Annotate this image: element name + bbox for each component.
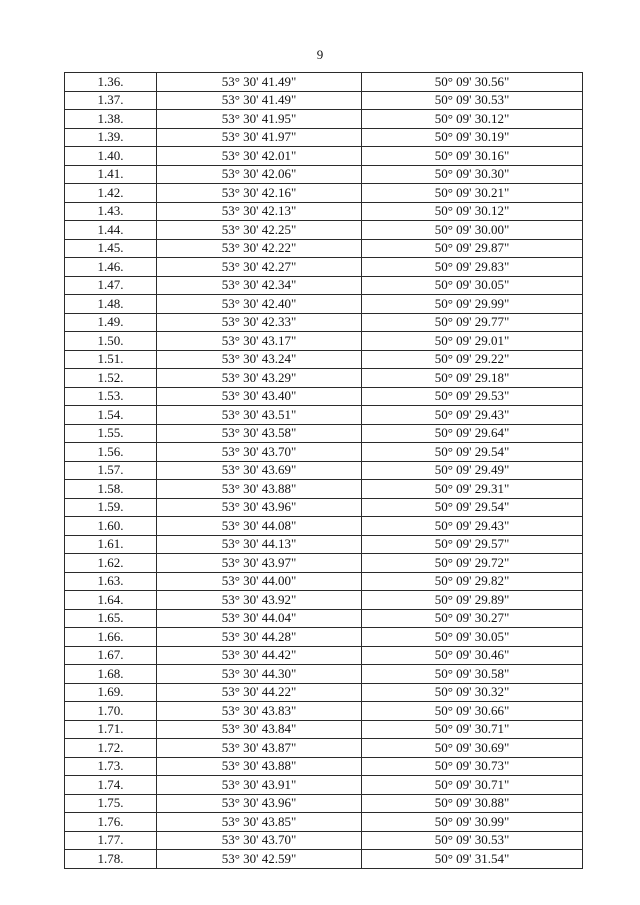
point-number-cell: 1.42. xyxy=(65,184,157,203)
table-row xyxy=(65,258,583,277)
longitude-cell: 50° 09' 30.56" xyxy=(362,73,583,92)
latitude-cell: 53° 30' 43.96" xyxy=(157,794,362,813)
longitude-cell: 50° 09' 30.66" xyxy=(362,702,583,721)
table-row xyxy=(65,794,583,813)
longitude-cell: 50° 09' 29.54" xyxy=(362,443,583,462)
point-number-cell: 1.43. xyxy=(65,202,157,221)
table-row xyxy=(65,443,583,462)
table-row xyxy=(65,350,583,369)
table-row xyxy=(65,591,583,610)
latitude-cell: 53° 30' 42.22" xyxy=(157,239,362,258)
longitude-cell: 50° 09' 29.89" xyxy=(362,591,583,610)
page-number: 9 xyxy=(316,47,324,62)
latitude-cell: 53° 30' 44.42" xyxy=(157,646,362,665)
longitude-cell: 50° 09' 29.72" xyxy=(362,554,583,573)
latitude-cell: 53° 30' 42.25" xyxy=(157,221,362,240)
point-number-cell: 1.63. xyxy=(65,572,157,591)
longitude-cell: 50° 09' 30.58" xyxy=(362,665,583,684)
table-row xyxy=(65,480,583,499)
point-number-cell: 1.67. xyxy=(65,646,157,665)
latitude-cell: 53° 30' 43.51" xyxy=(157,406,362,425)
latitude-cell: 53° 30' 42.59" xyxy=(157,850,362,869)
longitude-cell: 50° 09' 29.18" xyxy=(362,369,583,388)
longitude-cell: 50° 09' 30.71" xyxy=(362,720,583,739)
latitude-cell: 53° 30' 44.13" xyxy=(157,535,362,554)
point-number-cell: 1.59. xyxy=(65,498,157,517)
longitude-cell: 50° 09' 30.05" xyxy=(362,276,583,295)
point-number-cell: 1.57. xyxy=(65,461,157,480)
latitude-cell: 53° 30' 44.00" xyxy=(157,572,362,591)
latitude-cell: 53° 30' 42.27" xyxy=(157,258,362,277)
longitude-cell: 50° 09' 30.53" xyxy=(362,831,583,850)
point-number-cell: 1.64. xyxy=(65,591,157,610)
longitude-cell: 50° 09' 30.21" xyxy=(362,184,583,203)
longitude-cell: 50° 09' 30.27" xyxy=(362,609,583,628)
table-row xyxy=(65,850,583,869)
latitude-cell: 53° 30' 41.49" xyxy=(157,73,362,92)
point-number-cell: 1.76. xyxy=(65,813,157,832)
point-number-cell: 1.69. xyxy=(65,683,157,702)
point-number-cell: 1.36. xyxy=(65,73,157,92)
longitude-cell: 50° 09' 29.01" xyxy=(362,332,583,351)
latitude-cell: 53° 30' 43.84" xyxy=(157,720,362,739)
table-row xyxy=(65,572,583,591)
table-row xyxy=(65,239,583,258)
point-number-cell: 1.48. xyxy=(65,295,157,314)
longitude-cell: 50° 09' 30.16" xyxy=(362,147,583,166)
table-row xyxy=(65,776,583,795)
longitude-cell: 50° 09' 30.71" xyxy=(362,776,583,795)
table-row xyxy=(65,424,583,443)
table-row xyxy=(65,683,583,702)
point-number-cell: 1.49. xyxy=(65,313,157,332)
table-row xyxy=(65,202,583,221)
point-number-cell: 1.75. xyxy=(65,794,157,813)
point-number-cell: 1.68. xyxy=(65,665,157,684)
coordinates-table xyxy=(64,72,583,869)
table-row xyxy=(65,628,583,647)
longitude-cell: 50° 09' 29.49" xyxy=(362,461,583,480)
longitude-cell: 50° 09' 29.31" xyxy=(362,480,583,499)
longitude-cell: 50° 09' 30.30" xyxy=(362,165,583,184)
latitude-cell: 53° 30' 44.04" xyxy=(157,609,362,628)
latitude-cell: 53° 30' 43.83" xyxy=(157,702,362,721)
longitude-cell: 50° 09' 29.83" xyxy=(362,258,583,277)
latitude-cell: 53° 30' 44.22" xyxy=(157,683,362,702)
longitude-cell: 50° 09' 31.54" xyxy=(362,850,583,869)
point-number-cell: 1.40. xyxy=(65,147,157,166)
longitude-cell: 50° 09' 30.12" xyxy=(362,202,583,221)
point-number-cell: 1.54. xyxy=(65,406,157,425)
longitude-cell: 50° 09' 30.88" xyxy=(362,794,583,813)
point-number-cell: 1.77. xyxy=(65,831,157,850)
table-row xyxy=(65,702,583,721)
point-number-cell: 1.60. xyxy=(65,517,157,536)
latitude-cell: 53° 30' 41.97" xyxy=(157,128,362,147)
point-number-cell: 1.56. xyxy=(65,443,157,462)
latitude-cell: 53° 30' 43.70" xyxy=(157,831,362,850)
table-row xyxy=(65,147,583,166)
latitude-cell: 53° 30' 43.69" xyxy=(157,461,362,480)
table-row xyxy=(65,406,583,425)
table-row xyxy=(65,665,583,684)
longitude-cell: 50° 09' 30.32" xyxy=(362,683,583,702)
point-number-cell: 1.52. xyxy=(65,369,157,388)
latitude-cell: 53° 30' 42.06" xyxy=(157,165,362,184)
table-row xyxy=(65,813,583,832)
longitude-cell: 50° 09' 30.12" xyxy=(362,110,583,129)
longitude-cell: 50° 09' 29.43" xyxy=(362,406,583,425)
latitude-cell: 53° 30' 43.24" xyxy=(157,350,362,369)
table-row xyxy=(65,313,583,332)
longitude-cell: 50° 09' 29.57" xyxy=(362,535,583,554)
table-row xyxy=(65,332,583,351)
latitude-cell: 53° 30' 43.58" xyxy=(157,424,362,443)
latitude-cell: 53° 30' 43.96" xyxy=(157,498,362,517)
longitude-cell: 50° 09' 29.99" xyxy=(362,295,583,314)
table-row xyxy=(65,128,583,147)
table-row xyxy=(65,554,583,573)
longitude-cell: 50° 09' 30.99" xyxy=(362,813,583,832)
longitude-cell: 50° 09' 29.82" xyxy=(362,572,583,591)
table-row xyxy=(65,831,583,850)
longitude-cell: 50° 09' 30.05" xyxy=(362,628,583,647)
table-row xyxy=(65,461,583,480)
table-row xyxy=(65,720,583,739)
latitude-cell: 53° 30' 42.13" xyxy=(157,202,362,221)
point-number-cell: 1.39. xyxy=(65,128,157,147)
longitude-cell: 50° 09' 29.22" xyxy=(362,350,583,369)
longitude-cell: 50° 09' 30.00" xyxy=(362,221,583,240)
latitude-cell: 53° 30' 43.40" xyxy=(157,387,362,406)
table-row xyxy=(65,387,583,406)
latitude-cell: 53° 30' 41.95" xyxy=(157,110,362,129)
latitude-cell: 53° 30' 43.88" xyxy=(157,757,362,776)
point-number-cell: 1.73. xyxy=(65,757,157,776)
table-row xyxy=(65,165,583,184)
point-number-cell: 1.65. xyxy=(65,609,157,628)
longitude-cell: 50° 09' 29.53" xyxy=(362,387,583,406)
latitude-cell: 53° 30' 43.87" xyxy=(157,739,362,758)
table-row xyxy=(65,184,583,203)
latitude-cell: 53° 30' 43.91" xyxy=(157,776,362,795)
latitude-cell: 53° 30' 43.29" xyxy=(157,369,362,388)
latitude-cell: 53° 30' 43.88" xyxy=(157,480,362,499)
table-row xyxy=(65,498,583,517)
latitude-cell: 53° 30' 43.97" xyxy=(157,554,362,573)
latitude-cell: 53° 30' 43.17" xyxy=(157,332,362,351)
table-row xyxy=(65,609,583,628)
table-row xyxy=(65,739,583,758)
point-number-cell: 1.55. xyxy=(65,424,157,443)
point-number-cell: 1.66. xyxy=(65,628,157,647)
point-number-cell: 1.51. xyxy=(65,350,157,369)
point-number-cell: 1.38. xyxy=(65,110,157,129)
latitude-cell: 53° 30' 41.49" xyxy=(157,91,362,110)
point-number-cell: 1.78. xyxy=(65,850,157,869)
point-number-cell: 1.71. xyxy=(65,720,157,739)
point-number-cell: 1.50. xyxy=(65,332,157,351)
point-number-cell: 1.46. xyxy=(65,258,157,277)
latitude-cell: 53° 30' 42.01" xyxy=(157,147,362,166)
longitude-cell: 50° 09' 29.43" xyxy=(362,517,583,536)
latitude-cell: 53° 30' 43.70" xyxy=(157,443,362,462)
table-row xyxy=(65,535,583,554)
table-row xyxy=(65,646,583,665)
table-row xyxy=(65,757,583,776)
table-row xyxy=(65,110,583,129)
table-row xyxy=(65,517,583,536)
longitude-cell: 50° 09' 30.46" xyxy=(362,646,583,665)
coordinates-table-body xyxy=(65,73,583,869)
point-number-cell: 1.44. xyxy=(65,221,157,240)
point-number-cell: 1.37. xyxy=(65,91,157,110)
table-row xyxy=(65,91,583,110)
point-number-cell: 1.62. xyxy=(65,554,157,573)
longitude-cell: 50° 09' 30.19" xyxy=(362,128,583,147)
latitude-cell: 53° 30' 44.28" xyxy=(157,628,362,647)
point-number-cell: 1.74. xyxy=(65,776,157,795)
latitude-cell: 53° 30' 43.92" xyxy=(157,591,362,610)
table-row xyxy=(65,295,583,314)
table-row xyxy=(65,73,583,92)
latitude-cell: 53° 30' 42.16" xyxy=(157,184,362,203)
point-number-cell: 1.72. xyxy=(65,739,157,758)
longitude-cell: 50° 09' 29.87" xyxy=(362,239,583,258)
point-number-cell: 1.41. xyxy=(65,165,157,184)
longitude-cell: 50° 09' 30.53" xyxy=(362,91,583,110)
longitude-cell: 50° 09' 29.64" xyxy=(362,424,583,443)
point-number-cell: 1.58. xyxy=(65,480,157,499)
table-row xyxy=(65,369,583,388)
point-number-cell: 1.61. xyxy=(65,535,157,554)
table-row xyxy=(65,221,583,240)
latitude-cell: 53° 30' 42.40" xyxy=(157,295,362,314)
latitude-cell: 53° 30' 42.33" xyxy=(157,313,362,332)
latitude-cell: 53° 30' 42.34" xyxy=(157,276,362,295)
point-number-cell: 1.47. xyxy=(65,276,157,295)
point-number-cell: 1.70. xyxy=(65,702,157,721)
longitude-cell: 50° 09' 29.77" xyxy=(362,313,583,332)
longitude-cell: 50° 09' 30.73" xyxy=(362,757,583,776)
point-number-cell: 1.53. xyxy=(65,387,157,406)
table-row xyxy=(65,276,583,295)
latitude-cell: 53° 30' 43.85" xyxy=(157,813,362,832)
latitude-cell: 53° 30' 44.30" xyxy=(157,665,362,684)
point-number-cell: 1.45. xyxy=(65,239,157,258)
longitude-cell: 50° 09' 30.69" xyxy=(362,739,583,758)
longitude-cell: 50° 09' 29.54" xyxy=(362,498,583,517)
latitude-cell: 53° 30' 44.08" xyxy=(157,517,362,536)
